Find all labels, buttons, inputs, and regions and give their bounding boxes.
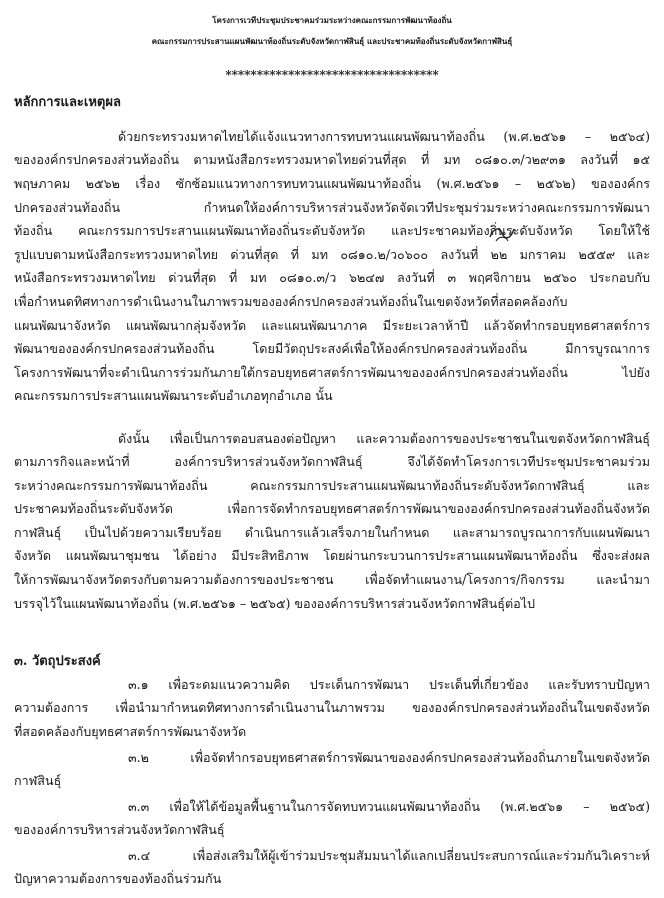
objective-item-line: ขององค์การบริหารส่วนจังหวัดกาฬสินธุ์ [14, 822, 225, 837]
document-title-line-1: โครงการเวทีประชุมประชาคมร่วมระหว่างคณะกรรมการพัฒนาท้องถิ่น [212, 15, 452, 25]
objective-item-line: ๓.๑ เพื่อระดมแนวความคิด ประเด็นการพัฒนา ประเด็นที่เกี่ยวข้อง และรับทราบปัญหา [128, 677, 650, 692]
principles-para2-line: ระหว่างคณะกรรมการพัฒนาท้องถิ่น คณะกรรมการประสานแผนพัฒนาท้องถิ่นระดับจังหวัดกาฬสินธุ์ และ [14, 478, 650, 493]
principles-para1-line: โครงการพัฒนาที่จะดำเนินการร่วมกันภายใต้กรอบยุทธศาสตร์การพัฒนาขององค์กรปกครองส่วนท้องถิ่น ไปยัง [14, 365, 650, 380]
handwritten-mark-icon [486, 223, 518, 245]
principles-para2-line: ดังนั้น เพื่อเป็นการตอบสนองต่อปัญหา และความต้องการของประชาชนในเขตจังหวัดกาฬสินธุ์ [118, 431, 650, 446]
principles-para1-line: ด้วยกระทรวงมหาดไทยได้แจ้งแนวทางการทบทวนแผนพัฒนาท้องถิ่น (พ.ศ.๒๕๖๑ – ๒๕๖๔) [118, 129, 650, 144]
principles-para1-line: รูปแบบตามหนังสือกระทรวงมหาดไทย ด่วนที่สุด ที่ มท ๐๘๑๐.๒/ว๐๖๐๐ ลงวันที่ ๒๒ มกราคม ๒๕๕๙ และ [14, 247, 650, 262]
principles-para2-line: บรรจุไว้ในแผนพัฒนาท้องถิ่น (พ.ศ.๒๕๖๑ – ๒๕๖๕) ขององค์การบริหารส่วนจังหวัดกาฬสินธุ์ต่อไป [14, 596, 536, 611]
principles-para1-line: หนังสือกระทรวงมหาดไทย ด่วนที่สุด ที่ มท ๐๘๑๐.๓/ว ๖๒๔๗ ลงวันที่ ๓ พฤศจิกายน ๒๕๖๐ ประกอบกับ [14, 270, 650, 285]
objective-item-line: ปัญหาความต้องการของท้องถิ่นร่วมกัน [14, 871, 222, 886]
objective-item-line: ๓.๔ เพื่อส่งเสริมให้ผู้เข้าร่วมประชุมสัมมนาได้แลกเปลี่ยนประสบการณ์และร่วมกันวิเคราะห์ [128, 848, 650, 863]
principles-para2-line: ประชาคมท้องถิ่นระดับจังหวัด เพื่อการจัดทำกรอบยุทธศาสตร์การพัฒนาขององค์กรปกครองส่วนท้องถิ่นจังหวัด [14, 501, 650, 516]
principles-para1-line: แผนพัฒนาจังหวัด แผนพัฒนากลุ่มจังหวัด และแผนพัฒนาภาค มีระยะเวลาห้าปี แล้วจัดทำกรอบยุทธศาสตร์การ [14, 318, 650, 333]
principles-para1-line: คณะกรรมการประสานแผนพัฒนาระดับอำเภอทุกอำเภอ นั้น [14, 388, 333, 403]
principles-para2-line: ตามภารกิจและหน้าที่ องค์การบริหารส่วนจังหวัดกาฬสินธุ์ จึงได้จัดทำโครงการเวทีประชุมประชาคมร่วม [14, 454, 650, 469]
principles-para1-line: ขององค์กรปกครองส่วนท้องถิ่น ตามหนังสือกระทรวงมหาดไทยด่วนที่สุด ที่ มท ๐๘๑๐.๓/ว๒๙๓๑ ลงวันที่ ๑๕ [14, 152, 650, 167]
principles-para1-line: ปกครองส่วนท้องถิ่น กำหนดให้องค์การบริหารส่วนจังหวัดจัดเวทีประชุมร่วมระหว่างคณะกรรมการพัฒนา [14, 200, 650, 215]
objective-item-line: ๓.๒ เพื่อจัดทำกรอบยุทธศาสตร์การพัฒนาขององค์กรปกครองส่วนท้องถิ่นภายในเขตจังหวัด [128, 750, 650, 765]
objective-item-line: ๓.๓ เพื่อให้ได้ข้อมูลพื้นฐานในการจัดทบทวนแผนพัฒนาท้องถิ่น (พ.ศ.๒๕๖๑ – ๒๕๖๕) [128, 799, 650, 814]
objective-item-line: ที่สอดคล้องกับยุทธศาสตร์การพัฒนาจังหวัด [14, 724, 247, 739]
principles-para2-line: ให้การพัฒนาจังหวัดตรงกับตามความต้องการของประชาชน เพื่อจัดทำแผนงาน/โครงการ/กิจกรรม และนำมา [14, 572, 650, 587]
objective-item-line: กาฬสินธุ์ [14, 773, 62, 788]
principles-para2-line: กาฬสินธุ์ เป็นไปด้วยความเรียบร้อย ดำเนินการแล้วเสร็จภายในกำหนด และสามารถบูรณาการกับแผนพัฒนา [14, 525, 650, 540]
title-separator: ********************************** [225, 68, 439, 82]
principles-para1-line: พัฒนาขององค์กรปกครองส่วนท้องถิ่น โดยมีวัตถุประสงค์เพื่อให้องค์กรปกครองส่วนท้องถิ่น มีการบูรณาการ [14, 341, 650, 356]
principles-para1-line: ท้องถิ่น คณะกรรมการประสานแผนพัฒนาท้องถิ่นระดับจังหวัด และประชาคมท้องถิ่นระดับจังหวัด โดยให้ใช้ [14, 223, 650, 238]
objective-item-line: ความต้องการ เพื่อนำมากำหนดทิศทางการดำเนินงานในภาพรวม ขององค์กรปกครองส่วนท้องถิ่นในเขตจังหวัด [14, 700, 650, 715]
principles-para1-line: เพื่อกำหนดทิศทางการดำเนินงานในภาพรวมขององค์กรปกครองส่วนท้องถิ่นในเขตจังหวัดที่สอดคล้องกับ [14, 294, 568, 309]
principles-heading: หลักการและเหตุผล [14, 95, 121, 110]
objectives-heading: ๓. วัตถุประสงค์ [14, 654, 101, 669]
principles-para1-line: พฤษภาคม ๒๕๖๒ เรื่อง ซักซ้อมแนวทางการทบทวนแผนพัฒนาท้องถิ่น (พ.ศ.๒๕๖๑ – ๒๕๖๒) ขององค์กร [14, 176, 650, 191]
principles-para2-line: จังหวัด แผนพัฒนาชุมชน ได้อย่าง มีประสิทธิภาพ โดยผ่านกระบวนการประสานแผนพัฒนาท้องถิ่น ซึ่งจะส่งผล [14, 548, 650, 563]
document-title-line-2: คณะกรรมการประสานแผนพัฒนาท้องถิ่นระดับจังหวัดกาฬสินธุ์ และประชาคมท้องถิ่นระดับจังหวัดกาฬสินธุ์ [151, 36, 513, 46]
